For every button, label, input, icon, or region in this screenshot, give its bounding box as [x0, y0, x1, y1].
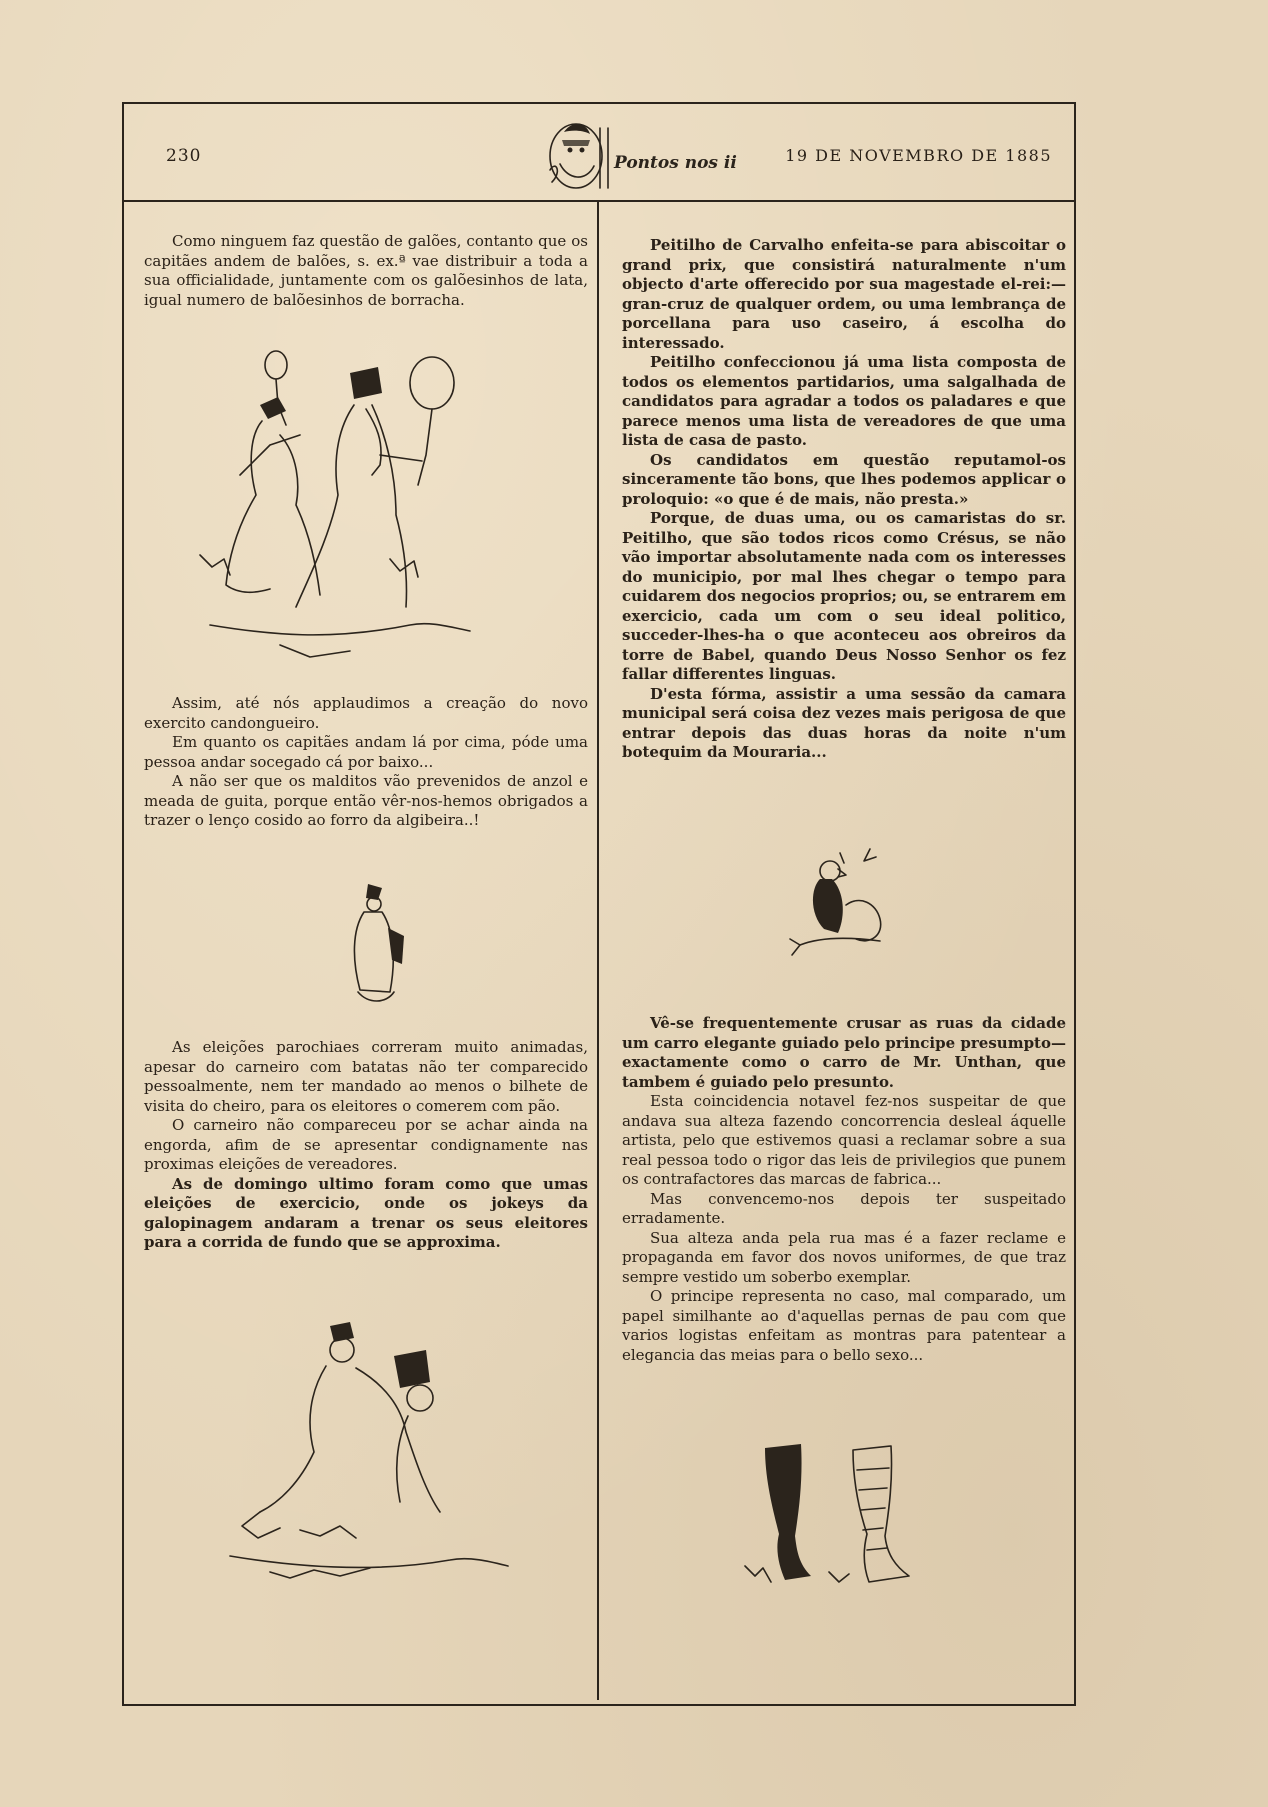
right-text-block-2: [622, 1014, 1066, 1365]
paragraph: As de domingo ultimo foram como que umas eleições de exercicio, onde os jokeys da galopinagem andaram a trenar os seus eleitores para a corrida de fundo que se approxima.: [144, 1174, 588, 1251]
paragraph: Peitilho de Carvalho enfeita-se para abiscoitar o grand prix, que consistirá naturalmente n'um objecto d'arte offerecido por sua magestade el-rei:—gran-cruz de qualquer ordem, ou uma lembrança de porcellana para uso caseiro, á escolha do interessado.: [622, 236, 1066, 352]
paragraph: Como ninguem faz questão de galões, contanto que os capitães andem de balões, s. ex.ª vae distribuir a toda a sua officialidade, juntamente com os galõesinhos de lata, igual numero de balõesinhos de borracha.: [144, 232, 588, 309]
svg-text:Pontos nos ii: Pontos nos ii: [614, 153, 737, 173]
balloon-captains-illustration: [200, 345, 490, 665]
stocking-legs-illustration: [745, 1440, 925, 1590]
paragraph: As eleições parochiaes correram muito animadas, apesar do carneiro com batatas não ter comparecido pessoalmente, nem ter mandado ao menos o bilhete de visita do cheiro, para os eleitores o comerem com pão.: [144, 1038, 588, 1115]
parrot-icon: [780, 845, 900, 965]
paragraph: D'esta fórma, assistir a uma sessão da camara municipal será coisa dez vezes mais perigosa de que entrar depois das duas horas da noite n'um botequim da Mouraria...: [622, 684, 1066, 761]
hooded-figure-illustration: [338, 880, 418, 1010]
column-divider: [597, 202, 599, 1700]
paragraph: O principe representa no caso, mal comparado, um papel similhante ao d'aquellas pernas de pau com que varios logistas enfeitam as montras para patentear a elegancia das meias para o bello sexo...: [622, 1287, 1066, 1364]
paragraph: Em quanto os capitães andam lá por cima, póde uma pessoa andar socegado cá por baixo...: [144, 733, 588, 771]
running-voters-illustration: [230, 1312, 510, 1582]
paragraph: Os candidatos em questão reputamol-os sinceramente tão bons, que lhes podemos applicar o proloquio: «o que é de mais, não presta.»: [622, 450, 1066, 508]
left-text-block-3: [144, 1038, 588, 1253]
paragraph: Peitilho confeccionou já uma lista composta de todos os elementos partidarios, uma salgalhada de candidatos para agradar a todos os paladares e que parece menos uma lista de vereadores de que uma lista de casa de pasto.: [622, 353, 1066, 449]
masthead-logo: [542, 110, 737, 196]
left-text-block-1: [144, 232, 588, 310]
parrot-illustration: [780, 845, 900, 965]
left-text-block-2: [144, 694, 588, 831]
paragraph: Vê-se frequentemente crusar as ruas da cidade um carro elegante guiado pelo principe presumpto—exactamente como o carro de Mr. Unthan, que tambem é guiado pelo presunto.: [622, 1014, 1066, 1091]
paragraph: Mas convencemo-nos depois ter suspeitado erradamente.: [622, 1189, 1066, 1227]
paragraph: Assim, até nós applaudimos a creação do novo exercito candongueiro.: [144, 694, 588, 732]
right-text-block-1: [622, 236, 1066, 763]
page-header: [122, 102, 1076, 202]
running-voters-icon: [230, 1312, 510, 1582]
stocking-legs-icon: [745, 1440, 925, 1590]
paragraph: Porque, de duas uma, ou os camaristas do sr. Peitilho, que são todos ricos como Crésus, se não vão importar absolutamente nada com os interesses do municipio, por mal lhes chegar o tempo para cuidarem dos negocios proprios; ou, se entrarem em exercicio, cada um com o seu ideal politico, succeder-lhes-ha o que aconteceu aos obreiros da torre de Babel, quando Deus Nosso Senhor os fez fallar differentes linguas.: [622, 509, 1066, 683]
paragraph: Esta coincidencia notavel fez-nos suspeitar de que andava sua alteza fazendo concorrencia desleal áquelle artista, pelo que estivemos quasi a reclamar sobre a sua real pessoa todo o rigor das leis de privilegios que punem os contrafactores das marcas de fabrica...: [622, 1092, 1066, 1188]
paragraph: Sua alteza anda pela rua mas é a fazer reclame e propaganda em favor dos novos uniformes, de que traz sempre vestido um soberbo exemplar.: [622, 1228, 1066, 1286]
page-number: 230: [166, 146, 202, 166]
paragraph: O carneiro não compareceu por se achar ainda na engorda, afim de se apresentar condignamente nas proximas eleições de vereadores.: [144, 1116, 588, 1173]
balloon-captains-icon: [200, 345, 490, 665]
masthead-logo-icon: [542, 110, 737, 196]
issue-date: 19 DE NOVEMBRO DE 1885: [785, 146, 1052, 165]
hooded-figure-icon: [338, 880, 418, 1010]
paragraph: A não ser que os malditos vão prevenidos de anzol e meada de guita, porque então vêr-nos-hemos obrigados a trazer o lenço cosido ao forro da algibeira..!: [144, 772, 588, 829]
